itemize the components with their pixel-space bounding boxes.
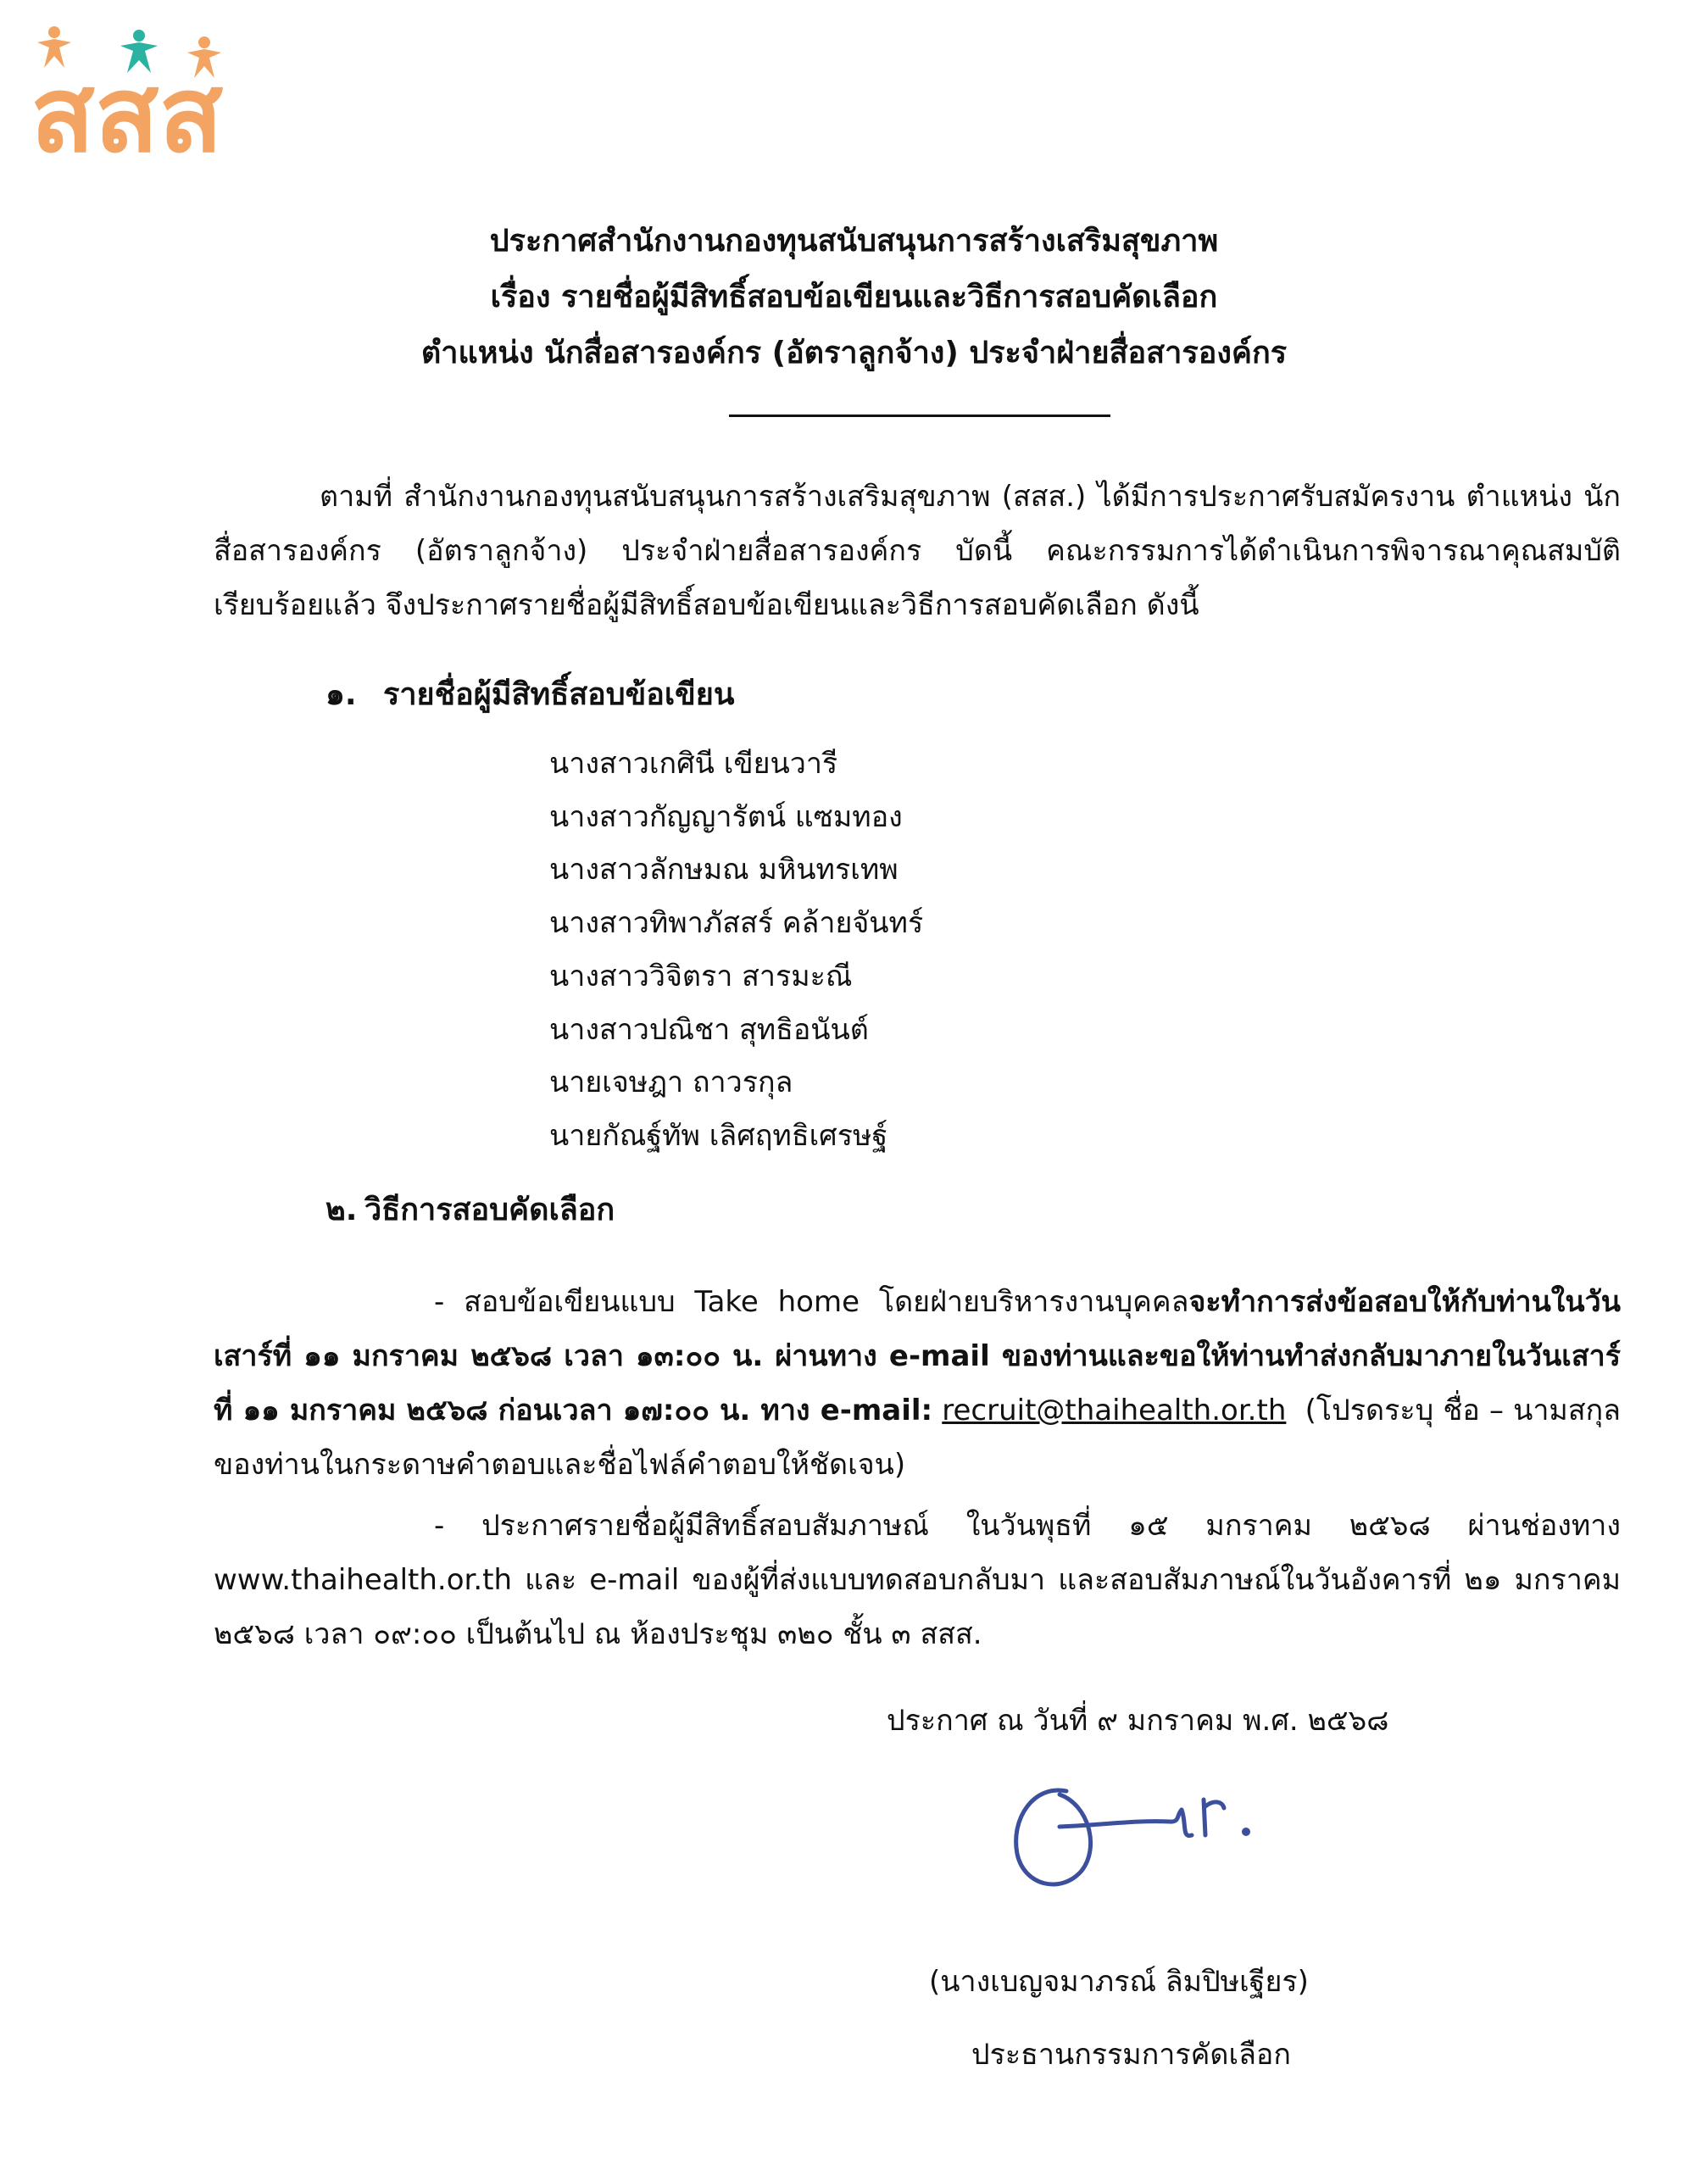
header-line-2: เรื่อง รายชื่อผู้มีสิทธิ์สอบข้อเขียนและวิธีการสอบคัดเลือก — [490, 280, 1218, 314]
signer-name: (นางเบญจมาภรณ์ ลิมปิษเฐียร) — [929, 1965, 1309, 1999]
section1-title: รายชื่อผู้มีสิทธิ์สอบข้อเขียน — [383, 677, 735, 712]
header-divider — [729, 415, 1110, 417]
list-item: นางสาวลักษมณ มหินทรเทพ — [549, 853, 899, 887]
section2-paragraph-1 — [214, 1275, 1621, 1492]
list-item: นางสาวทิพาภัสสร์ คล้ายจันทร์ — [549, 906, 924, 941]
list-item: นางสาวปณิชา สุทธิอนันต์ — [549, 1012, 869, 1047]
list-item: นางสาววิจิตรา สารมะณี — [549, 959, 853, 993]
header-line-1: ประกาศสำนักงานกองทุนสนับสนุนการสร้างเสริมสุขภาพ — [489, 224, 1219, 259]
recruit-email-link[interactable]: recruit@thaihealth.or.th — [942, 1394, 1287, 1427]
section2-paragraph-2 — [214, 1499, 1621, 1661]
list-item: นายกัณฐ์ทัพ เลิศฤทธิเศรษฐ์ — [549, 1118, 888, 1153]
section2-title: วิธีการสอบคัดเลือก — [364, 1193, 615, 1227]
section2-p1-lead: - สอบข้อเขียนแบบ Take home โดยฝ่ายบริหารงานบุคคล — [434, 1285, 1189, 1319]
intro-text: ตามที่ สำนักงานกองทุนสนับสนุนการสร้างเสริมสุขภาพ (สสส.) ได้มีการประกาศรับสมัครงาน ตำแหน่ง นักสื่อสารองค์กร (อัตราลูกจ้าง) ประจำฝ่ายสื่อสารองค์กร บัดนี้ คณะกรรมการได้ดำเนินการพิจารณาคุณสมบัติเรียบร้อยแล้ว จึงประกาศรายชื่อผู้มีสิทธิ์สอบข้อเขียนและวิธีการสอบคัดเลือก ดังนี้ — [214, 480, 1621, 622]
signature-icon — [1000, 1776, 1271, 1903]
list-item: นางสาวกัญญารัตน์ แซมทอง — [549, 799, 903, 834]
list-item: นายเจษฎา ถาวรกุล — [549, 1066, 793, 1100]
signer-title: ประธานกรรมการคัดเลือก — [971, 2038, 1291, 2072]
header-line-3: ตำแหน่ง นักสื่อสารองค์กร (อัตราลูกจ้าง) ประจำฝ่ายสื่อสารองค์กร — [420, 336, 1288, 370]
intro-paragraph — [214, 470, 1621, 632]
section2-heading — [325, 1183, 615, 1238]
section2-number: ๒. — [325, 1193, 358, 1227]
logo — [31, 20, 268, 181]
candidate-list — [549, 737, 923, 1163]
logo-text: สสส — [31, 54, 224, 176]
announce-date: ประกาศ ณ วันที่ ๙ มกราคม พ.ศ. ๒๕๖๘ — [887, 1704, 1389, 1738]
list-item: นางสาวเกศินี เขียนวารี — [549, 747, 838, 781]
section1-heading — [325, 668, 735, 722]
section1-number: ๑. — [325, 677, 357, 712]
section2-p1-bold: จะทำการส่งข้อสอบให้กับท่านในวันเสาร์ที่ ๑๑ มกราคม ๒๕๖๘ เวลา ๑๓:๐๐ น. ผ่านทาง e-mail ของท่านและขอให้ท่านทำส่งกลับมาภายในวันเสาร์ที่ ๑๑ มกราคม ๒๕๖๘ ก่อนเวลา ๑๗:๐๐ น. ทาง e-mail: — [214, 1285, 1621, 1427]
section2-p2-text: - ประกาศรายชื่อผู้มีสิทธิ์สอบสัมภาษณ์ ในวันพุธที่ ๑๕ มกราคม ๒๕๖๘ ผ่านช่องทาง www.thaihealth.or.th และ e-mail ของผู้ที่ส่งแบบทดสอบกลับมา และสอบสัมภาษณ์ในวันอังคารที่ ๒๑ มกราคม ๒๕๖๘ เวลา ๐๙:๐๐ เป็นต้นไป ณ ห้องประชุม ๓๒๐ ชั้น ๓ สสส. — [214, 1509, 1621, 1651]
section2-p1-note: (โปรดระบุ ชื่อ – นามสกุล ของท่านในกระดาษคำตอบและชื่อไฟล์คำตอบให้ชัดเจน) — [214, 1394, 1621, 1482]
